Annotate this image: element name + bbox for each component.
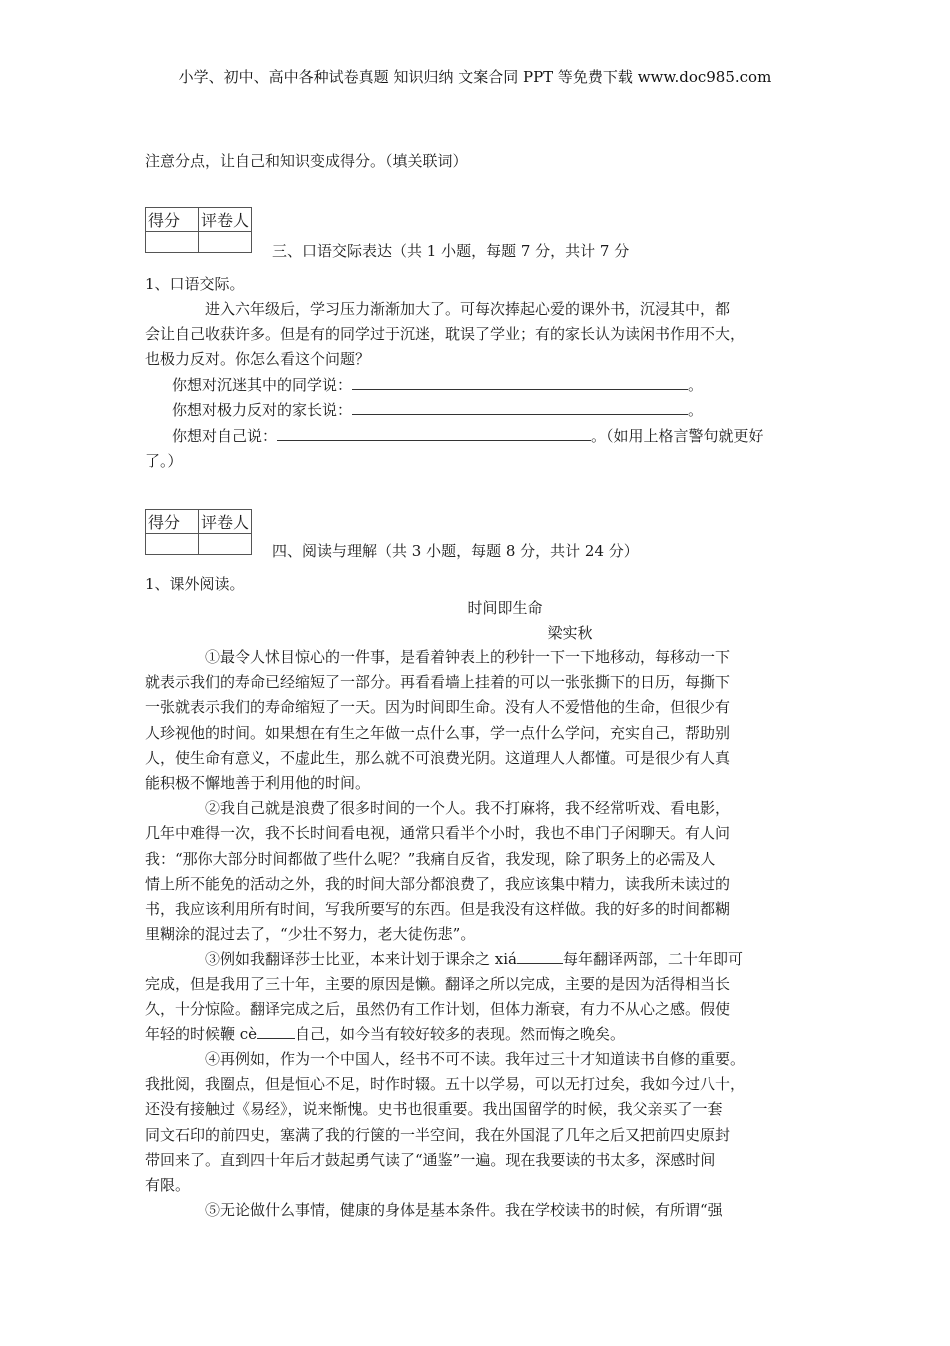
article-line: 带回来了。直到四十年后才鼓起勇气读了“通鉴”一遍。现在我要读的书太多，深感时间 <box>145 1150 716 1169</box>
score-label: 得分 <box>146 510 199 534</box>
score-box-section4 <box>145 509 252 555</box>
grader-label: 评卷人 <box>199 510 252 534</box>
score-box-section3 <box>145 207 252 253</box>
article-line: 就表示我们的寿命已经缩短了一部分。再看看墙上挂着的可以一张张撕下的日历，每撕下 <box>145 673 731 692</box>
para3-line: 完成，但是我用了三十年，主要的原因是懒。翻译之所以完成，主要的是因为活得相当长 <box>145 975 731 993</box>
section3-para-line: 会让自己收获许多。但是有的同学过于沉迷，耽误了学业；有的家长认为读闲书作用不大， <box>145 325 746 343</box>
score-cell[interactable] <box>146 534 199 555</box>
article-author: 梁实秋 <box>547 624 593 642</box>
section4-title: 四、阅读与理解（共 3 小题，每题 8 分，共计 24 分） <box>272 542 639 560</box>
answer-blank-parents[interactable] <box>352 400 688 415</box>
article-line: ④再例如，作为一个中国人，经书不可不读。我年过三十才知道读书自修的重要。 <box>205 1050 746 1068</box>
article-line: 同文石印的前四史，塞满了我的行箧的一半空间，我在外国混了几年之后又把前四史原封 <box>145 1125 731 1144</box>
article-line: 一张就表示我们的寿命缩短了一天。因为时间即生命。没有人不爱惜他的生命，但很少有 <box>145 698 731 717</box>
prompt-end: 。 <box>688 376 704 394</box>
article-line: 几年中难得一次，我不长时间看电视，通常只看半个小时，我也不串门子闲聊天。有人问 <box>145 824 731 843</box>
grader-label: 评卷人 <box>199 208 252 232</box>
prompt-self-label: 你想对自己说： <box>172 427 278 445</box>
para3-text: 每年翻译两部，二十年即可 <box>562 950 743 968</box>
prompt-end: 。 <box>688 401 704 419</box>
section3-para-line: 也极力反对。你怎么看这个问题？ <box>145 350 371 368</box>
article-line: ②我自己就是浪费了很多时间的一个人。我不打麻将，我不经常听戏、看电影， <box>205 799 731 818</box>
article-line: 书，我应该利用所有时间，写我所要写的东西。但是我没有这样做。我的好多的时间都糊 <box>145 900 731 918</box>
para3-line1 <box>205 948 743 969</box>
para3-line: 久，十分惊险。翻译完成之后，虽然仍有工作计划，但体力渐衰，有力不从心之感。假使 <box>145 1000 731 1018</box>
article-line: ⑤无论做什么事情，健康的身体是基本条件。我在学校读书的时候，有所谓“强 <box>205 1201 723 1220</box>
para3-last-line <box>145 1023 625 1044</box>
section4-q1-label: 1、课外阅读。 <box>145 575 245 593</box>
answer-blank-self[interactable] <box>277 426 591 441</box>
para3-text: ③例如我翻译莎士比亚，本来计划于课余之 xiá <box>205 950 517 968</box>
pinyin-blank-ce[interactable] <box>257 1024 295 1039</box>
answer-blank-students[interactable] <box>352 375 688 390</box>
para3-text: 自己，如今当有较好较多的表现。然而悔之晚矣。 <box>295 1025 626 1043</box>
page-header: 小学、初中、高中各种试卷真题 知识归纳 文案合同 PPT 等免费下载 www.doc985.com <box>178 68 772 86</box>
grader-cell[interactable] <box>199 534 252 555</box>
article-line: 我批阅，我圈点，但是恒心不足，时作时辍。五十以学易，可以无打过矣，我如今过八十， <box>145 1075 746 1094</box>
section3-para-line: 进入六年级后，学习压力渐渐加大了。可每次捧起心爱的课外书，沉浸其中，都 <box>205 300 731 318</box>
article-line: 人，使生命有意义，不虚此生，那么就不可浪费光阴。这道理人人都懂。可是很少有人真 <box>145 748 731 767</box>
grader-cell[interactable] <box>199 232 252 253</box>
para3-text: 年轻的时候鞭 cè <box>145 1025 258 1043</box>
prompt-self-end: 。（如用上格言警句就更好 <box>591 427 764 445</box>
prompt-parents <box>172 399 703 420</box>
prompt-self <box>172 425 764 446</box>
article-title: 时间即生命 <box>467 599 543 617</box>
pinyin-blank-xia[interactable] <box>517 949 563 964</box>
article-line: 有限。 <box>145 1176 191 1194</box>
prompt-students <box>172 374 703 395</box>
intro-line: 注意分点，让自己和知识变成得分。（填关联词） <box>145 152 468 170</box>
article-line: 还没有接触过《易经》，说来惭愧。史书也很重要。我出国留学的时候，我父亲买了一套 <box>145 1100 723 1119</box>
prompt-parents-label: 你想对极力反对的家长说： <box>172 401 353 419</box>
score-cell[interactable] <box>146 232 199 253</box>
article-line: 能积极不懈地善于利用他的时间。 <box>145 774 371 792</box>
prompt-self-cont: 了。） <box>145 452 183 470</box>
article-line: 我：“那你大部分时间都做了些什么呢？”我痛自反省，我发现，除了职务上的必需及人 <box>145 849 716 868</box>
article-line: 人珍视他的时间。如果想在有生之年做一点什么事，学一点什么学问，充实自己，帮助别 <box>145 723 731 742</box>
article-line: 情上所不能免的活动之外，我的时间大部分都浪费了，我应该集中精力，读我所未读过的 <box>145 874 731 893</box>
section3-q1-label: 1、口语交际。 <box>145 275 245 293</box>
article-line: ①最令人怵目惊心的一件事，是看着钟表上的秒针一下一下地移动，每移动一下 <box>205 648 731 666</box>
article-line: 里糊涂的混过去了，“少壮不努力，老大徒伤悲”。 <box>145 925 476 944</box>
score-label: 得分 <box>146 208 199 232</box>
prompt-students-label: 你想对沉迷其中的同学说： <box>172 376 353 394</box>
section3-title: 三、口语交际表达（共 1 小题，每题 7 分，共计 7 分 <box>272 242 630 260</box>
